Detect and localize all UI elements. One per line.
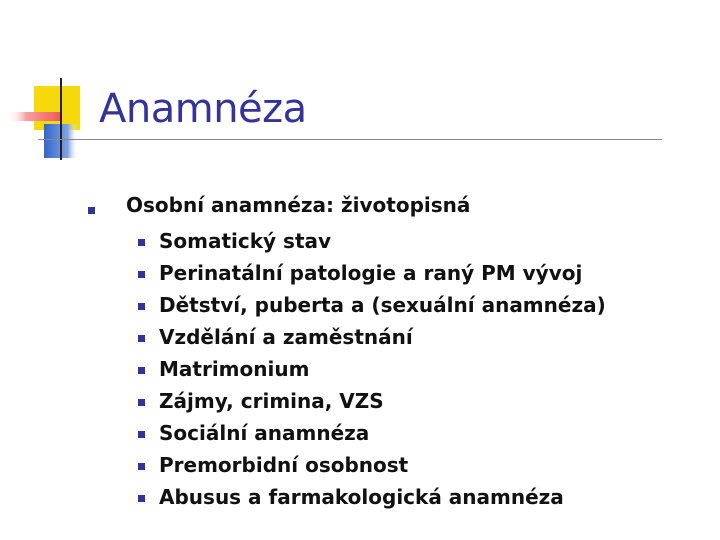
- square-bullet-icon: [138, 463, 145, 470]
- list-item: [130, 289, 606, 321]
- sub-point-list: [130, 225, 606, 513]
- square-bullet-icon: [138, 239, 145, 246]
- slide-title: Anamnéza: [99, 86, 307, 132]
- list-item-label: Vzdělání a zaměstnání: [159, 325, 413, 349]
- square-bullet-icon: [138, 303, 145, 310]
- square-bullet-icon: [138, 271, 145, 278]
- list-item-label: Abusus a farmakologická anamnéza: [159, 485, 564, 509]
- list-item-label: Somatický stav: [159, 229, 332, 253]
- square-bullet-icon: [138, 335, 145, 342]
- list-item-label: Dětství, puberta a (sexuální anamnéza): [159, 293, 606, 317]
- list-item-label: Premorbidní osobnost: [159, 453, 409, 477]
- square-bullet-icon: [138, 367, 145, 374]
- list-item-label: Zájmy, crimina, VZS: [159, 389, 384, 413]
- list-item: [130, 417, 606, 449]
- title-divider: [38, 139, 662, 140]
- list-item: [130, 225, 606, 257]
- list-item-label: Sociální anamnéza: [159, 421, 370, 445]
- list-item-label: Perinatální patologie a raný PM vývoj: [159, 261, 583, 285]
- list-item: [130, 481, 606, 513]
- list-item: [130, 353, 606, 385]
- main-point: Osobní anamnéza: životopisná: [126, 193, 471, 217]
- square-bullet-icon: [138, 431, 145, 438]
- list-item: [130, 449, 606, 481]
- list-item: [130, 385, 606, 417]
- square-bullet-icon: [88, 207, 95, 214]
- square-bullet-icon: [138, 399, 145, 406]
- square-bullet-icon: [138, 495, 145, 502]
- decorative-logo-icon: [0, 0, 100, 170]
- list-item: [130, 321, 606, 353]
- list-item: [130, 257, 606, 289]
- list-item-label: Matrimonium: [159, 357, 310, 381]
